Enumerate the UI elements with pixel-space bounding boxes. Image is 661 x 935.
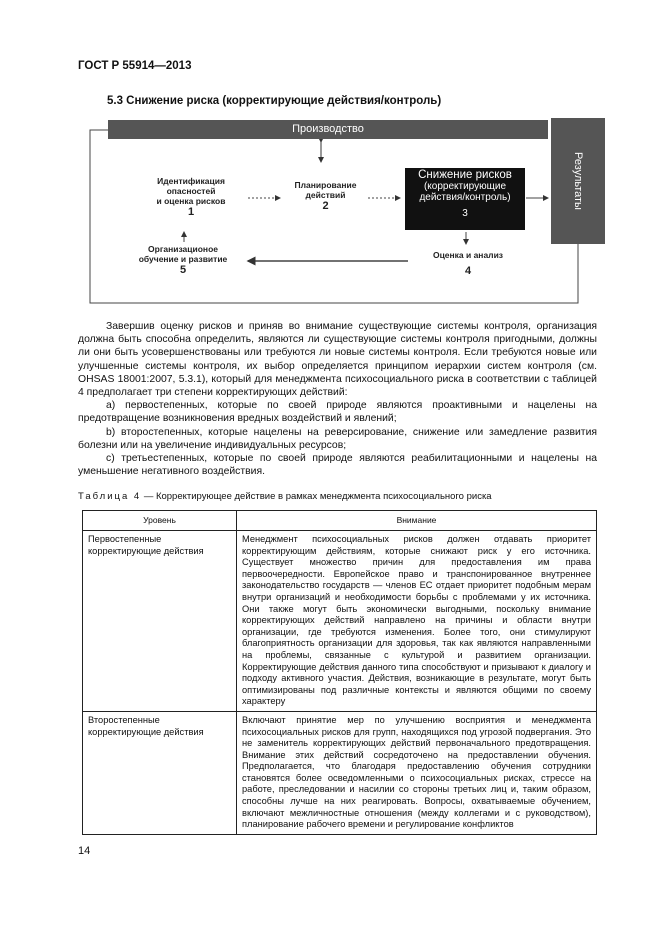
node-hazard-identification: Идентификация опасностей и оценка рисков 1 — [156, 176, 226, 218]
column-header-level: Уровень — [83, 511, 237, 531]
results-bar — [551, 118, 605, 244]
row-description-cell: Менеджмент психосоциальных рисков должен отдавать приоритет корректирующим действиям, которые снижают риск у его источника. Существует множество причин для предоставления им права первоочередности. Европейское право и транспонированное внутреннее законодательство государств — членов ЕС отдает приоритет подобным мерам внутри организаций и необходимости борьбы с проблемами у их источника. Они также могут быть экономически выгодными, поскольку внимание корректирующих действий направлено на причины и области внутри организации, где требуются изменения. Более того, они стимулируют благоприятность организации для здоровья, так как являются направленными на проблемы, связанные с культурой и развитием организации. Корректирующие действия данного типа способствуют и призывают к диалогу и подходу активного участия. Действия, возникающие в результате, могут быть оптимизированы под различные контексты и являются общими по своему характеру — [237, 531, 597, 712]
paragraph-item-b: b) второстепенных, которые нацелены на реверсирование, снижение или замедление развития болезни или на увеличение индивидуальных ресурсов; — [78, 426, 597, 451]
page-number: 14 — [78, 845, 91, 857]
body-text — [78, 320, 597, 478]
risk-reduction-diagram — [88, 118, 608, 308]
corrective-actions-table — [82, 510, 597, 835]
row-level-cell: Второстепенные корректирующие действия — [83, 711, 237, 834]
production-bar: Производство — [108, 120, 548, 139]
document-code: ГОСТ Р 55914—2013 — [78, 60, 192, 72]
node-organizational-learning: Организационое обучение и развитие 5 — [138, 244, 228, 276]
section-title: 5.3 Снижение риска (корректирующие действия/контроль) — [107, 95, 442, 107]
results-label: Результаты — [572, 152, 584, 210]
row-description-cell: Включают принятие мер по улучшению восприятия и менеджмента психосоциальных рисков для групп, находящихся под угрозой подвергания. Это не заменитель корректирующих действий первоначального предотвращения. Внимание этих действий сосредоточено на предоставлении обучения. Предполагается, что благодаря предоставлению обучения сотрудники становятся более осведомленными о психосоциальных рисках, стрессе на работе, преследовании и насилии со стороны третьих лиц и, таким образом, способны лучше на них реагировать. Вопросы, охватываемые обучением, включают межличностные отношения (между коллегами и с руководством), планирование рабочего времени и регулирование конфликтов — [237, 711, 597, 834]
column-header-attention: Внимание — [237, 511, 597, 531]
node-risk-reduction: Снижение рисков (корректирующие действия/контроль) 3 — [405, 168, 525, 230]
table-caption: Таблица 4 — Корректирующее действие в рамках менеджмента психосоциального риска — [78, 491, 492, 502]
table-header-row — [83, 511, 597, 531]
paragraph-intro: Завершив оценку рисков и приняв во внимание существующие системы контроля, организация должна быть способна определить, являются ли существующие системы контроля пригодными, должны ли они быть усовершенствованы или требуются ли новые системы контроля. Если требуются новые или улучшенные системы контроля, их выбор определяется принципом иерархии систем контроля (см. OHSAS 18001:2007, 5.3.1), который для менеджмента психосоциального риска в соответствии с таблицей 4 предполагает три степени корректирующих действий: — [78, 321, 597, 399]
paragraph-item-c: с) третьестепенных, которые по своей природе являются реабилитационными и нацелены на уменьшение негативного воздействия. — [78, 453, 597, 478]
node-action-planning: Планирование действий 2 — [294, 180, 357, 212]
table-row — [83, 531, 597, 712]
table-row — [83, 711, 597, 834]
node-evaluation-analysis: Оценка и анализ 4 — [432, 250, 504, 277]
row-level-cell: Первостепенные корректирующие действия — [83, 531, 237, 712]
paragraph-item-a: а) первостепенных, которые по своей природе являются проактивными и нацелены на предотвращение возникновения вредных воздействий и явлений; — [78, 400, 597, 425]
